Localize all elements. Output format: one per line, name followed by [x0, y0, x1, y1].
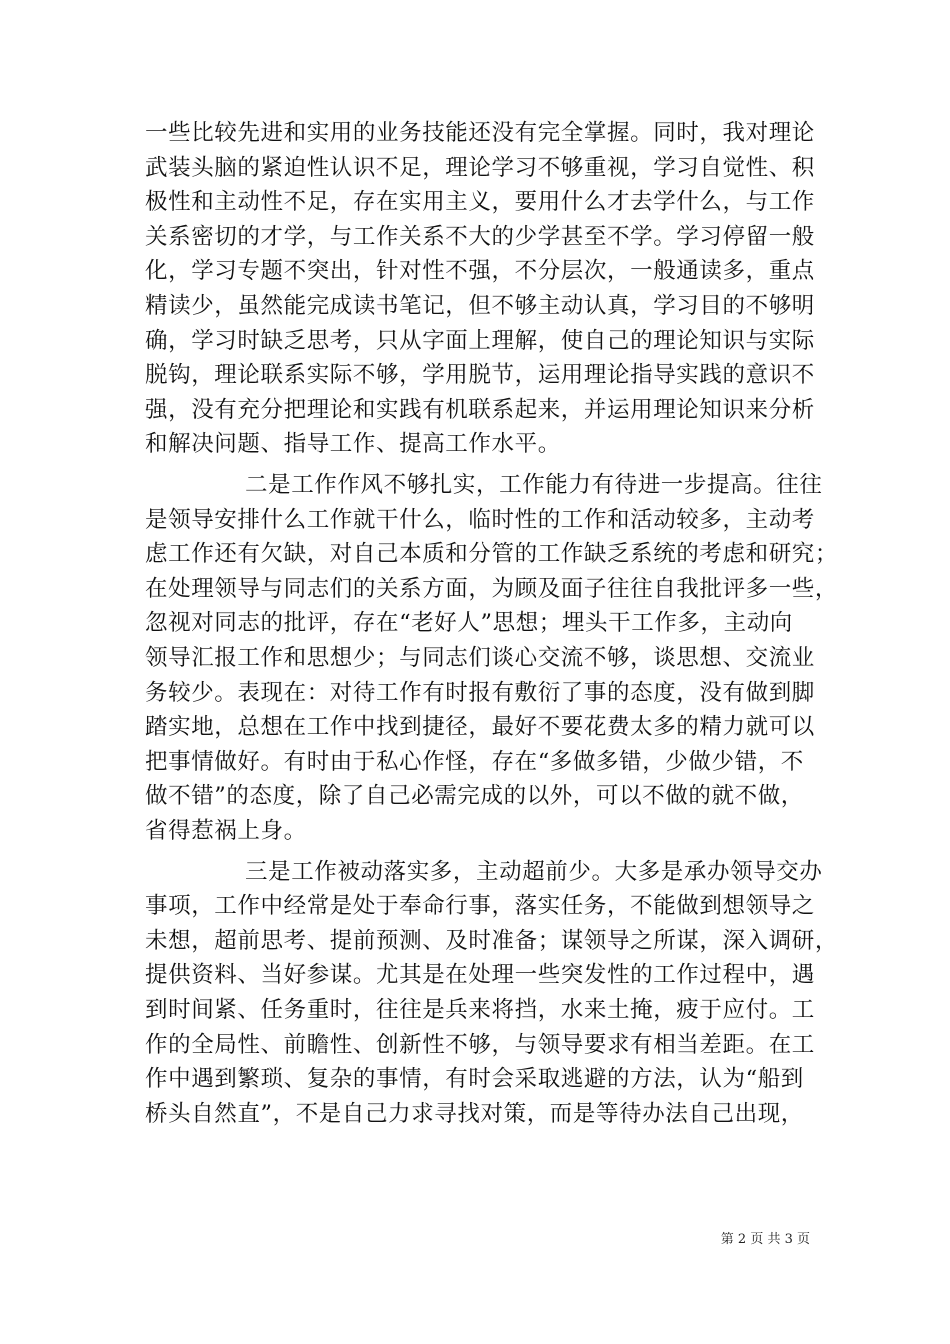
text-line: 武装头脑的紧迫性认识不足，理论学习不够重视，学习自觉性、积: [145, 155, 815, 181]
text-line: 事项，工作中经常是处于奉命行事，落实任务，不能做到想领导之: [145, 893, 815, 919]
text-line: 做不错”的态度，除了自己必需完成的以外，可以不做的就不做，: [145, 783, 804, 809]
paragraph-first-line: 三是工作被动落实多，主动超前少。大多是承办领导交办: [245, 859, 823, 885]
text-line: 把事情做好。有时由于私心作怪，存在“多做多错，少做少错，不: [145, 749, 804, 775]
text-line: 省得惹祸上身。: [145, 818, 307, 844]
text-line: 提供资料、当好参谋。尤其是在处理一些突发性的工作过程中，遇: [145, 962, 815, 988]
text-line: 脱钩，理论联系实际不够，学用脱节，运用理论指导实践的意识不: [145, 362, 815, 388]
text-line: 作的全局性、前瞻性、创新性不够，与领导要求有相当差距。在工: [145, 1032, 815, 1058]
text-line: 确，学习时缺乏思考，只从字面上理解，使自己的理论知识与实际: [145, 328, 815, 354]
text-line: 务较少。表现在：对待工作有时报有敷衍了事的态度，没有做到脚: [145, 680, 815, 706]
text-line: 极性和主动性不足，存在实用主义，要用什么才去学什么，与工作: [145, 189, 815, 215]
text-line: 和解决问题、指导工作、提高工作水平。: [145, 431, 561, 457]
text-line: 化，学习专题不突出，针对性不强，不分层次，一般通读多，重点: [145, 258, 815, 284]
paragraph-first-line: 二是工作作风不够扎实，工作能力有待进一步提高。往往: [245, 472, 823, 498]
text-line: 精读少，虽然能完成读书笔记，但不够主动认真，学习目的不够明: [145, 293, 815, 319]
text-line: 踏实地，总想在工作中找到捷径，最好不要花费太多的精力就可以: [145, 714, 815, 740]
text-line: 桥头自然直”，不是自己力求寻找对策，而是等待办法自己出现，: [145, 1101, 804, 1127]
text-line: 关系密切的才学，与工作关系不大的少学甚至不学。学习停留一般: [145, 224, 815, 250]
text-line: 是领导安排什么工作就干什么，临时性的工作和活动较多，主动考: [145, 507, 815, 533]
text-line: 强，没有充分把理论和实践有机联系起来，并运用理论知识来分析: [145, 397, 815, 423]
text-line: 作中遇到繁琐、复杂的事情，有时会采取逃避的方法，认为“船到: [145, 1066, 804, 1092]
page-number-footer: 第 2 页 共 3 页: [720, 1232, 810, 1247]
text-line: 在处理领导与同志们的关系方面，为顾及面子往往自我批评多一些，: [145, 576, 839, 602]
text-line: 虑工作还有欠缺，对自己本质和分管的工作缺乏系统的考虑和研究；: [145, 541, 839, 567]
text-line: 忽视对同志的批评，存在“老好人”思想；埋头干工作多，主动向: [145, 610, 793, 636]
text-line: 到时间紧、任务重时，往往是兵来将挡，水来土掩，疲于应付。工: [145, 997, 815, 1023]
text-line: 领导汇报工作和思想少；与同志们谈心交流不够，谈思想、交流业: [145, 645, 815, 671]
text-line: 未想，超前思考、提前预测、及时准备；谋领导之所谋，深入调研，: [145, 928, 839, 954]
text-line: 一些比较先进和实用的业务技能还没有完全掌握。同时，我对理论: [145, 120, 815, 146]
